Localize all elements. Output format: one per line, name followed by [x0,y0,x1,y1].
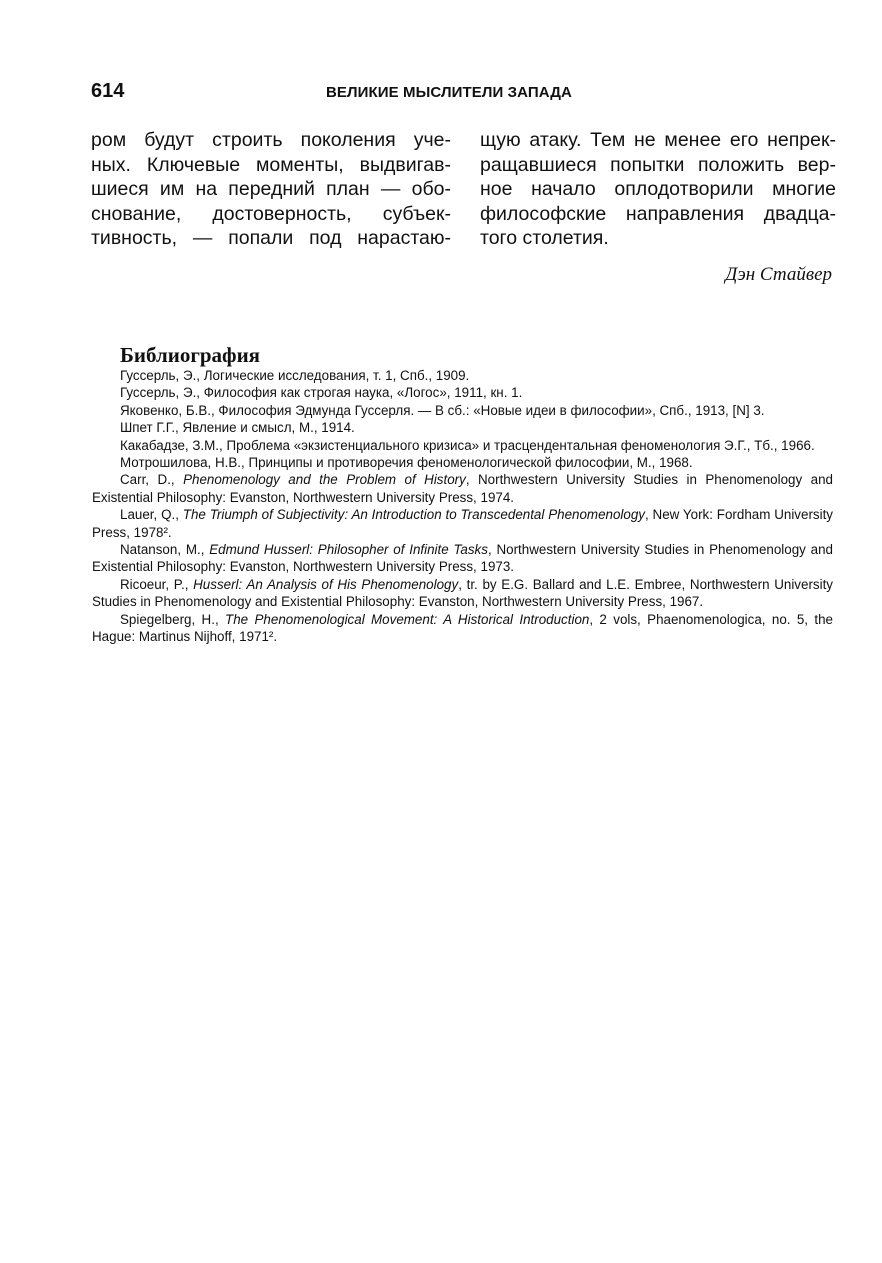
page-number: 614 [91,80,125,102]
text-column-left [91,128,451,251]
bibliography-entry: Ricoeur, P., Husserl: An Analysis of His Phenomenology, tr. by E.G. Ballard and L.E. Embree, Northwestern University Studies in Phenomenology and Existential Philosophy: Evanston, Northwestern University Press, 1967. [92,576,833,610]
text-line: снование, достоверность, субъек- [91,202,451,225]
text-line: философские направления двадца- [480,202,836,225]
bibliography-entry: Гуссерль, Э., Философия как строгая наука, «Логос», 1911, кн. 1. [120,385,523,401]
bibliography-entry: Яковенко, Б.В., Философия Эдмунда Гуссерля. — В сб.: «Новые идеи в философии», Спб., 1913, [N] 3. [120,402,765,418]
author-signature: Дэн Стайвер [725,264,832,285]
text-line: щую атаку. Тем не менее его непрек- [480,129,836,151]
running-head: ВЕЛИКИЕ МЫСЛИТЕЛИ ЗАПАДА [326,84,572,101]
bibliography-heading: Библиография [120,343,261,367]
text-line: ром будут строить поколения уче- [91,129,451,151]
text-line: того столетия. [480,227,609,249]
bibliography-entry: Какабадзе, З.М., Проблема «экзистенциального кризиса» и трасцендентальная феноменология Э.Г., Тб., 1966. [120,437,815,453]
bibliography-entry: Carr, D., Phenomenology and the Problem of History, Northwestern University Studies in Phenomenology and Existential Philosophy: Evanston, Northwestern University Press, 1974. [92,472,833,505]
text-line: шиеся им на передний план — обо- [91,178,451,200]
text-line: ное начало оплодотворили многие [480,178,836,200]
bibliography-entry: Мотрошилова, Н.В., Принципы и противоречия феноменологической философии, М., 1968. [120,455,693,471]
bibliography-entry: Spiegelberg, H., The Phenomenological Movement: A Historical Introduction, 2 vols, Phaenomenologica, no. 5, the Hague: Martinus Nijhoff, 1971². [92,611,834,645]
text-column-right [480,128,836,251]
bibliography-list [92,367,833,646]
bibliography-entry: Natanson, M., Edmund Husserl: Philosopher of Infinite Tasks, Northwestern University Studies in Phenomenology and Existential Philosophy: Evanston, Northwestern University Press, 1973. [92,542,833,575]
text-line: ращавшиеся попытки положить вер- [480,153,836,176]
text-line: ных. Ключевые моменты, выдвигав- [91,153,451,176]
bibliography-entry: Шпет Г.Г., Явление и смысл, М., 1914. [120,420,355,436]
text-line: тивность, — попали под нарастаю- [91,227,451,249]
bibliography-entry: Гуссерль, Э., Логические исследования, т. 1, Спб., 1909. [120,368,470,383]
bibliography-entry: Lauer, Q., The Triumph of Subjectivity: An Introduction to Transcedental Phenomenology, New York: Fordham University Press, 1978². [92,507,833,540]
